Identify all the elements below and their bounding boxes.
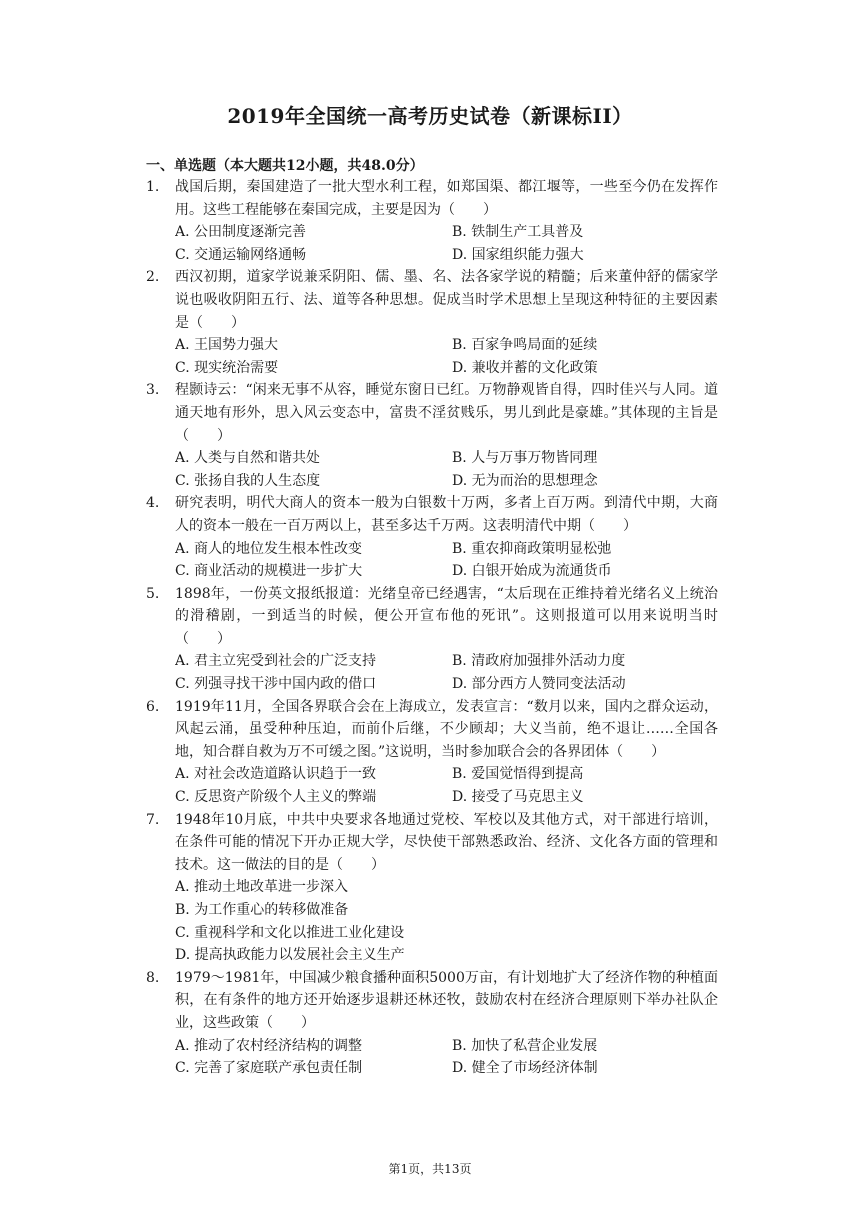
question-stem: 1919年11月，全国各界联合会在上海成立，发表宣言：“数月以来，国内之群众运动，风起云涌，虽受种种压迫，而前仆后继，不少顾却；大义当前，绝不退让……全国各地，知合群自救为万不可缓之图。”这说明，当时参加联合会的各界团体（ ） [175, 698, 718, 760]
option-list [175, 447, 718, 492]
option-c[interactable]: C. 反思资产阶级个人主义的弊端 [175, 789, 377, 806]
question-4 [146, 492, 718, 582]
option-list [175, 650, 718, 695]
option-list [175, 763, 718, 808]
option-c[interactable]: C. 重视科学和文化以推进工业化建设 [175, 924, 405, 941]
question-2 [146, 266, 718, 379]
option-list [175, 1035, 718, 1080]
question-8 [146, 967, 718, 1080]
option-b[interactable]: B. 人与万事万物皆同理 [452, 450, 598, 467]
question-number: 7. [146, 811, 160, 828]
question-number: 1. [146, 179, 160, 195]
question-stem: 1979～1981年，中国减少粮食播种面积5000万亩，有计划地扩大了经济作物的种植面积，在有条件的地方还开始逐步退耕还林还牧，鼓励农村在经济合理原则下举办社队企业，这些政策（ ） [175, 969, 718, 1031]
option-c[interactable]: C. 张扬自我的人生态度 [175, 472, 321, 489]
option-b[interactable]: B. 铁制生产工具普及 [452, 224, 584, 241]
question-number: 4. [146, 495, 160, 512]
option-list [175, 538, 718, 583]
question-number: 8. [146, 969, 160, 986]
option-d[interactable]: D. 国家组织能力强大 [452, 246, 584, 263]
question-3 [146, 379, 718, 492]
option-a[interactable]: A. 推动了农村经济结构的调整 [175, 1037, 363, 1054]
option-d[interactable]: D. 兼收并蓄的文化政策 [452, 359, 598, 376]
option-a[interactable]: A. 君主立宪受到社会的广泛支持 [175, 653, 377, 670]
question-5 [146, 583, 718, 696]
option-list [175, 221, 718, 266]
option-b[interactable]: B. 清政府加强排外活动力度 [452, 653, 626, 670]
option-a[interactable]: A. 推动土地改革进一步深入 [175, 879, 349, 896]
option-c[interactable]: C. 商业活动的规模进一步扩大 [175, 563, 363, 580]
question-stem: 1948年10月底，中共中央要求各地通过党校、军校以及其他方式，对干部进行培训，在条件可能的情况下开办正规大学，尽快使干部熟悉政治、经济、文化各方面的管理和技术。这一做法的目的是（ ） [175, 811, 718, 873]
option-d[interactable]: D. 提高执政能力以发展社会主义生产 [175, 947, 405, 964]
option-d[interactable]: D. 无为而治的思想理念 [452, 472, 598, 489]
option-a[interactable]: A. 对社会改造道路认识趋于一致 [175, 766, 377, 783]
question-stem: 1898年，一份英文报纸报道：光绪皇帝已经遇害，“太后现在正维持着光绪名义上统治的滑稽剧，一到适当的时候，便公开宣布他的死讯”。这则报道可以用来说明当时（ ） [175, 585, 718, 647]
option-c[interactable]: C. 交通运输网络通畅 [175, 246, 307, 263]
question-stem: 战国后期，秦国建造了一批大型水利工程，如郑国渠、都江堰等，一些至今仍在发挥作用。这些工程能够在秦国完成，主要是因为（ ） [175, 179, 718, 218]
option-b[interactable]: B. 爱国觉悟得到提高 [452, 766, 584, 783]
option-list [175, 876, 718, 966]
option-b[interactable]: B. 为工作重心的转移做准备 [175, 902, 349, 918]
option-a[interactable]: A. 商人的地位发生根本性改变 [175, 540, 363, 557]
question-stem: 研究表明，明代大商人的资本一般为白银数十万两，多者上百万两。到清代中期，大商人的资本一般在一百万两以上，甚至多达千万两。这表明清代中期（ ） [175, 495, 718, 534]
option-d[interactable]: D. 白银开始成为流通货币 [452, 563, 612, 580]
option-c[interactable]: C. 完善了家庭联产承包责任制 [175, 1060, 363, 1077]
question-list [146, 176, 718, 1080]
question-6 [146, 696, 718, 809]
option-c[interactable]: C. 现实统治需要 [175, 359, 279, 376]
question-1 [146, 176, 718, 266]
question-stem: 程颢诗云：“闲来无事不从容，睡觉东窗日已红。万物静观皆自得，四时佳兴与人同。道通天地有形外，思入风云变态中，富贵不淫贫贱乐，男儿到此是豪雄。”其体现的主旨是（ ） [175, 382, 718, 444]
page-title: 2019年全国统一高考历史试卷（新课标II） [227, 104, 633, 128]
option-b[interactable]: B. 重农抑商政策明显松弛 [452, 540, 612, 557]
option-b[interactable]: B. 百家争鸣局面的延续 [452, 337, 598, 354]
section-heading: 一、单选题（本大题共12小题，共48.0分） [146, 158, 424, 174]
option-d[interactable]: D. 健全了市场经济体制 [452, 1060, 598, 1077]
option-list [175, 334, 718, 379]
option-c[interactable]: C. 列强寻找干涉中国内政的借口 [175, 676, 377, 693]
option-a[interactable]: A. 王国势力强大 [175, 337, 279, 354]
option-b[interactable]: B. 加快了私营企业发展 [452, 1037, 598, 1054]
question-number: 6. [146, 698, 160, 715]
page-footer: 第1页，共13页 [388, 1162, 472, 1176]
question-number: 5. [146, 585, 160, 602]
option-d[interactable]: D. 部分西方人赞同变法活动 [452, 676, 626, 693]
question-7 [146, 809, 718, 967]
question-number: 2. [146, 269, 160, 286]
question-number: 3. [146, 382, 160, 399]
option-d[interactable]: D. 接受了马克思主义 [452, 789, 584, 806]
option-a[interactable]: A. 人类与自然和谐共处 [175, 450, 321, 467]
option-a[interactable]: A. 公田制度逐渐完善 [175, 224, 307, 241]
question-stem: 西汉初期，道家学说兼采阴阳、儒、墨、名、法各家学说的精髓；后来董仲舒的儒家学说也吸收阴阳五行、法、道等各种思想。促成当时学术思想上呈现这种特征的主要因素是（ ） [175, 269, 718, 331]
